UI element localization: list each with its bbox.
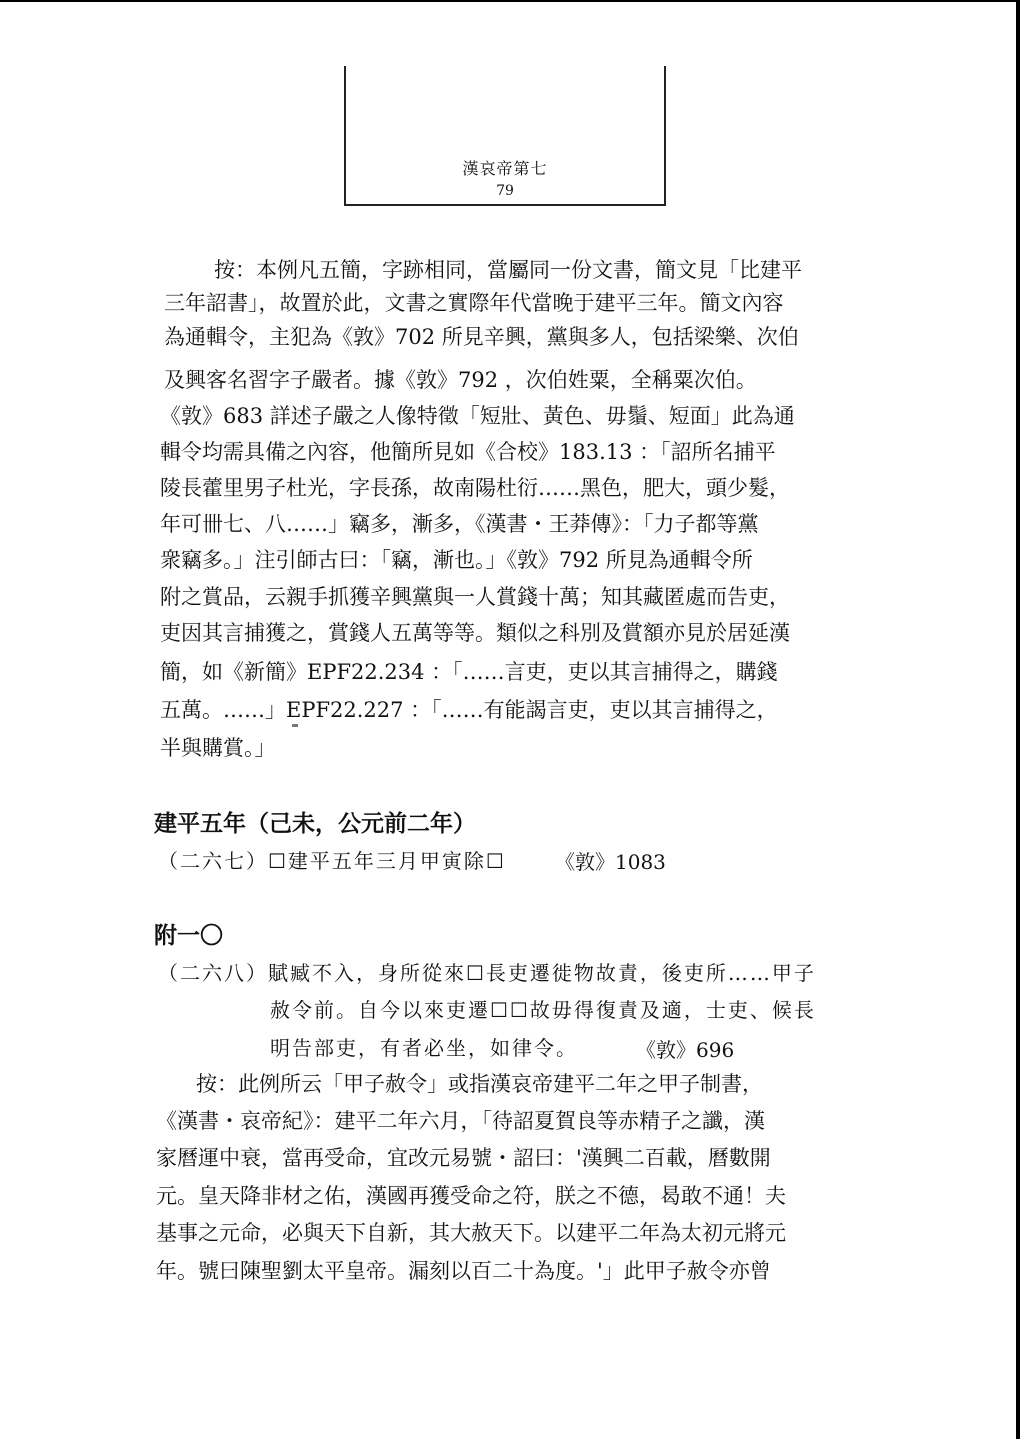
page-frame-top [0,0,1020,2]
slip-source-268: 《敦》696 [636,1038,735,1062]
text-line: 《漢書・哀帝紀》：建平二年六月，「待詔夏賀良等赤精子之讖，漢 [156,1109,765,1133]
text-line: 基事之元命，必與天下自新，其大赦天下。以建平二年為太初元將元 [156,1221,786,1245]
text-line: 五萬。……」EPF22.227 ：「……有能謁言吏，吏以其言捕得之， [160,698,778,722]
text-line: 衆竊多。」注引師古曰：「竊，漸也。」《敦》792 所見為通輯令所 [160,548,753,572]
stray-mark [292,724,298,727]
text-line: 及興客名習字子嚴者。據《敦》792 ，次伯姓粟，全稱粟次伯。 [164,368,757,392]
page-frame-right [1016,0,1020,1439]
text-line: 年。號曰陳聖劉太平皇帝。漏刻以百二十為度。'」此甲子赦令亦曾 [156,1259,771,1283]
text-line: 附之賞品，云親手抓獲辛興黨與一人賞錢十萬；知其藏匿處而告吏， [160,585,790,609]
text-line: 陵長藿里男子杜光，字長孫，故南陽杜衍……黑色，肥大，頭少髮， [160,476,790,500]
text-line: 按：此例所云「甲子赦令」或指漢哀帝建平二年之甲子制書， [196,1072,763,1096]
text-line: 輯令均需具備之內容，他簡所見如《合校》183.13 ：「詔所名捕平 [160,440,776,464]
text-line: 半與購賞。」 [160,736,276,760]
slip-entry-268-line-1: （二六八）賦臧不入，身所從來☐長吏遷徙物故責，後吏所……甲子 [158,961,816,985]
text-line: 為通輯令，主犯為《敦》702 所見辛興，黨與多人，包括梁樂、次伯 [164,325,799,349]
slip-entry-267: （二六七）☐建平五年三月甲寅除☐ [158,849,506,873]
text-line: 元。皇天降非材之佑，漢國再獲受命之符，朕之不德，曷敢不通！夫 [156,1184,786,1208]
text-line: 三年詔書」，故置於此，文書之實際年代當晚于建平三年。簡文內容 [164,291,784,315]
text-line: 《敦》683 詳述子嚴之人像特徵「短壯、黃色、毋鬚、短面」此為通 [160,404,795,428]
text-line: 家曆運中衰，當再受命，宜改元易號・詔曰：'漢興二百載，曆數開 [156,1146,771,1170]
section-heading: 建平五年（己未，公元前二年） [154,811,476,837]
page-number: 79 [496,183,514,199]
text-line: 年可卌七、八……」竊多，漸多，《漢書・王莽傳》：「力子都等黨 [160,512,759,536]
text-line: 吏因其言捕獲之，賞錢人五萬等等。類似之科別及賞額亦見於居延漢 [160,621,790,645]
text-line: 按：本例凡五簡，字跡相同，當屬同一份文書，簡文見「比建平 [214,258,802,282]
appendix-heading: 附一〇 [154,923,223,949]
slip-entry-268-line-2: 赦令前。自今以來吏遷☐☐故毋得復責及適，士吏、候長 [270,998,816,1022]
slip-entry-268-line-3: 明告部吏，有者必坐，如律令。 [270,1036,578,1060]
slip-source-267: 《敦》1083 [555,850,666,874]
running-header-box [344,66,666,206]
running-header-title: 漢哀帝第七 [462,159,548,178]
text-line: 簡，如《新簡》EPF22.234 ：「……言吏，吏以其言捕得之，購錢 [160,660,778,684]
